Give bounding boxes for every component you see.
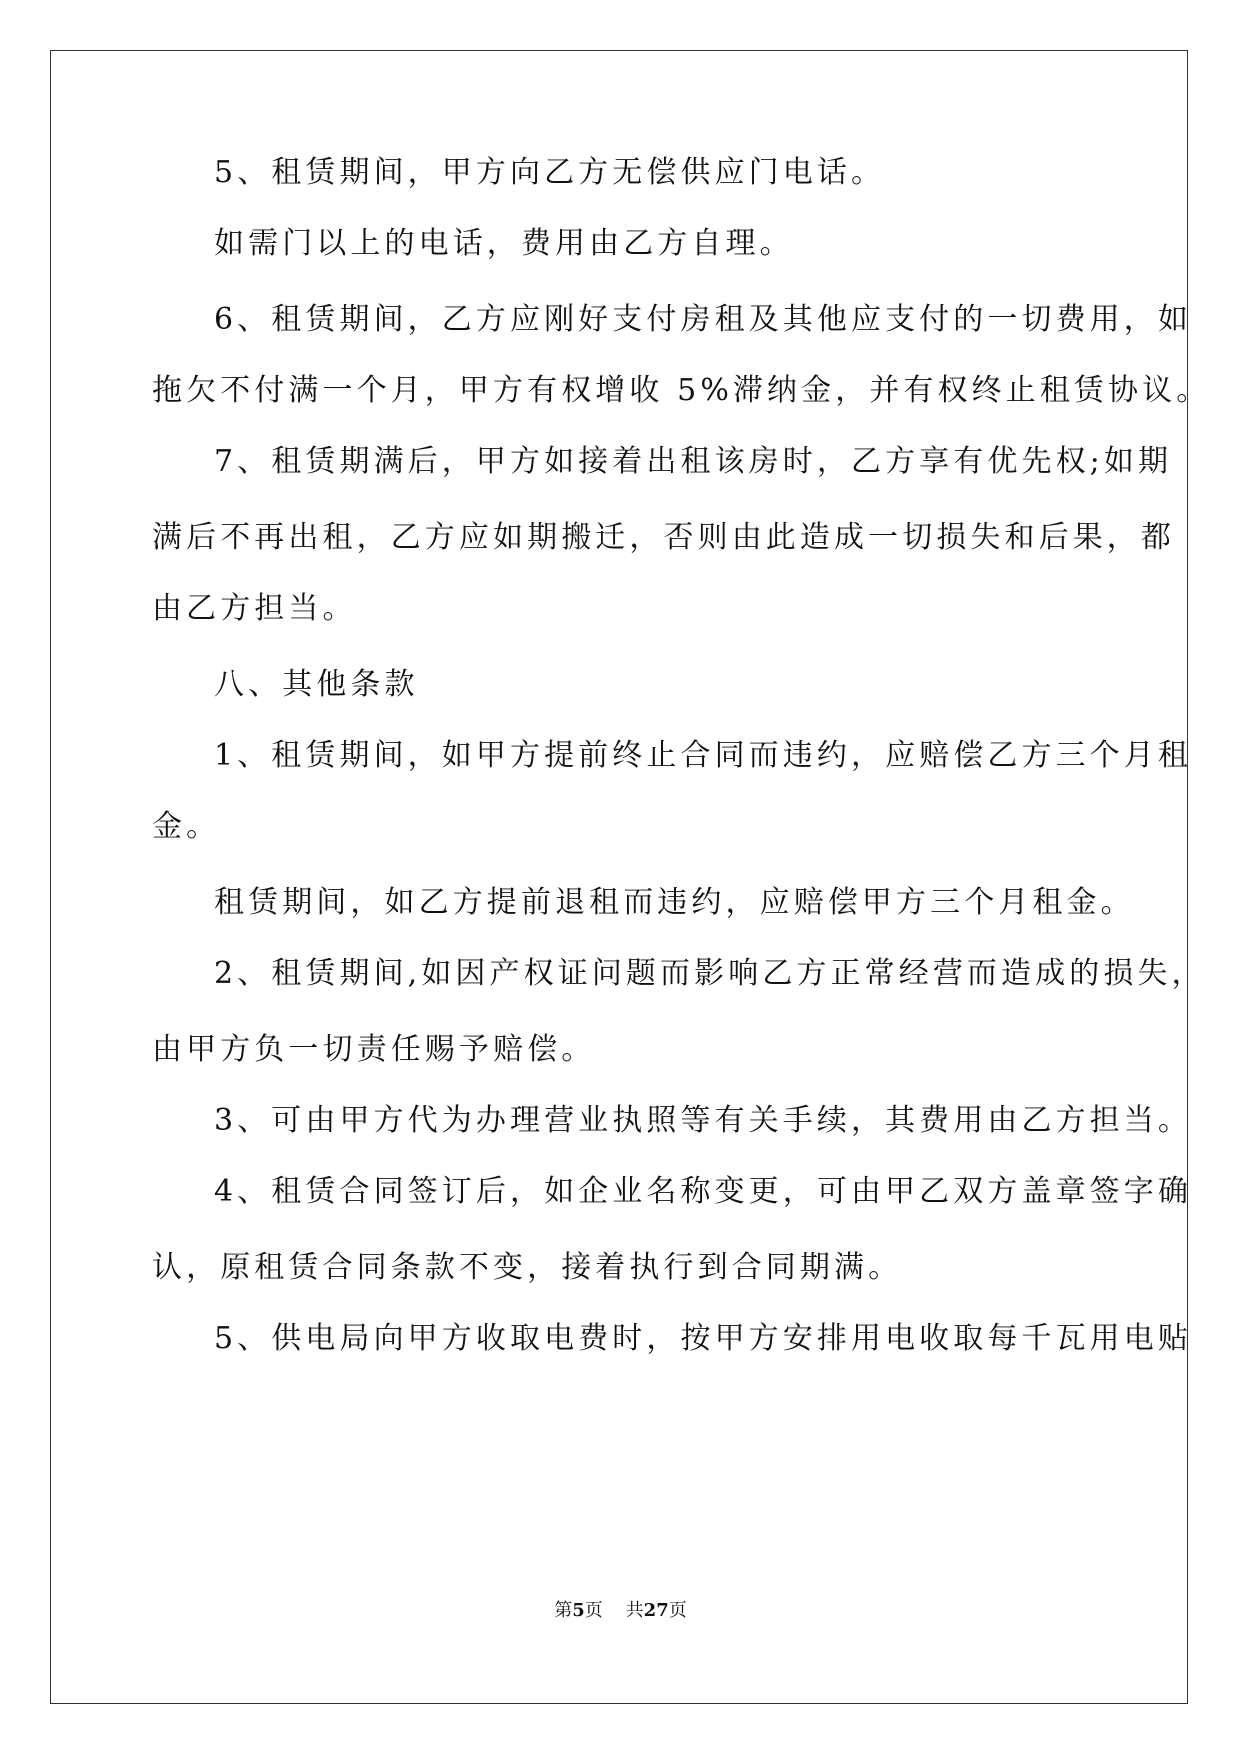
text-line-1: 5、租赁期间，甲方向乙方无偿供应门电话。: [214, 155, 886, 190]
text-line-14: 3、可由甲方代为办理营业执照等有关手续，其费用由乙方担当。: [214, 1103, 1192, 1138]
page-border: [50, 50, 1188, 1704]
text-line-15: 4、租赁合同签订后，如企业名称变更，可由甲乙双方盖章签字确: [214, 1174, 1192, 1209]
footer-prefix: 第: [554, 1600, 573, 1621]
text-line-12: 2、租赁期间,如因产权证问题而影响乙方正常经营而造成的损失，: [214, 956, 1206, 991]
text-line-2: 如需门以上的电话，费用由乙方自理。: [214, 226, 794, 261]
footer-page-number: 5: [572, 1600, 585, 1621]
text-line-7: 由乙方担当。: [152, 591, 357, 626]
text-line-16: 认，原租赁合同条款不变，接着执行到合同期满。: [152, 1250, 903, 1285]
text-line-17: 5、供电局向甲方收取电费时，按甲方安排用电收取每千瓦用电贴: [214, 1321, 1192, 1356]
text-line-10: 金。: [152, 809, 221, 844]
section-heading: 八、其他条款: [214, 667, 419, 702]
footer-total-pages: 27: [643, 1600, 669, 1621]
footer-mid: 页 共: [584, 1600, 644, 1621]
text-line-3: 6、租赁期间，乙方应刚好支付房租及其他应支付的一切费用，如: [214, 302, 1192, 337]
text-line-5: 7、租赁期满后，甲方如接着出租该房时，乙方享有优先权;如期: [214, 444, 1173, 479]
text-line-9: 1、租赁期间，如甲方提前终止合同而违约，应赔偿乙方三个月租: [214, 738, 1192, 773]
text-line-6: 满后不再出租，乙方应如期搬迁，否则由此造成一切损失和后果，都: [152, 520, 1175, 555]
page-footer: [0, 1600, 1241, 1622]
text-line-11: 租赁期间，如乙方提前退租而违约，应赔偿甲方三个月租金。: [214, 885, 1135, 920]
text-line-13: 由甲方负一切责任赐予赔偿。: [152, 1032, 596, 1067]
footer-suffix: 页: [668, 1600, 687, 1621]
text-line-4: 拖欠不付满一个月，甲方有权增收 5%滞纳金，并有权终止租赁协议。: [152, 373, 1211, 408]
